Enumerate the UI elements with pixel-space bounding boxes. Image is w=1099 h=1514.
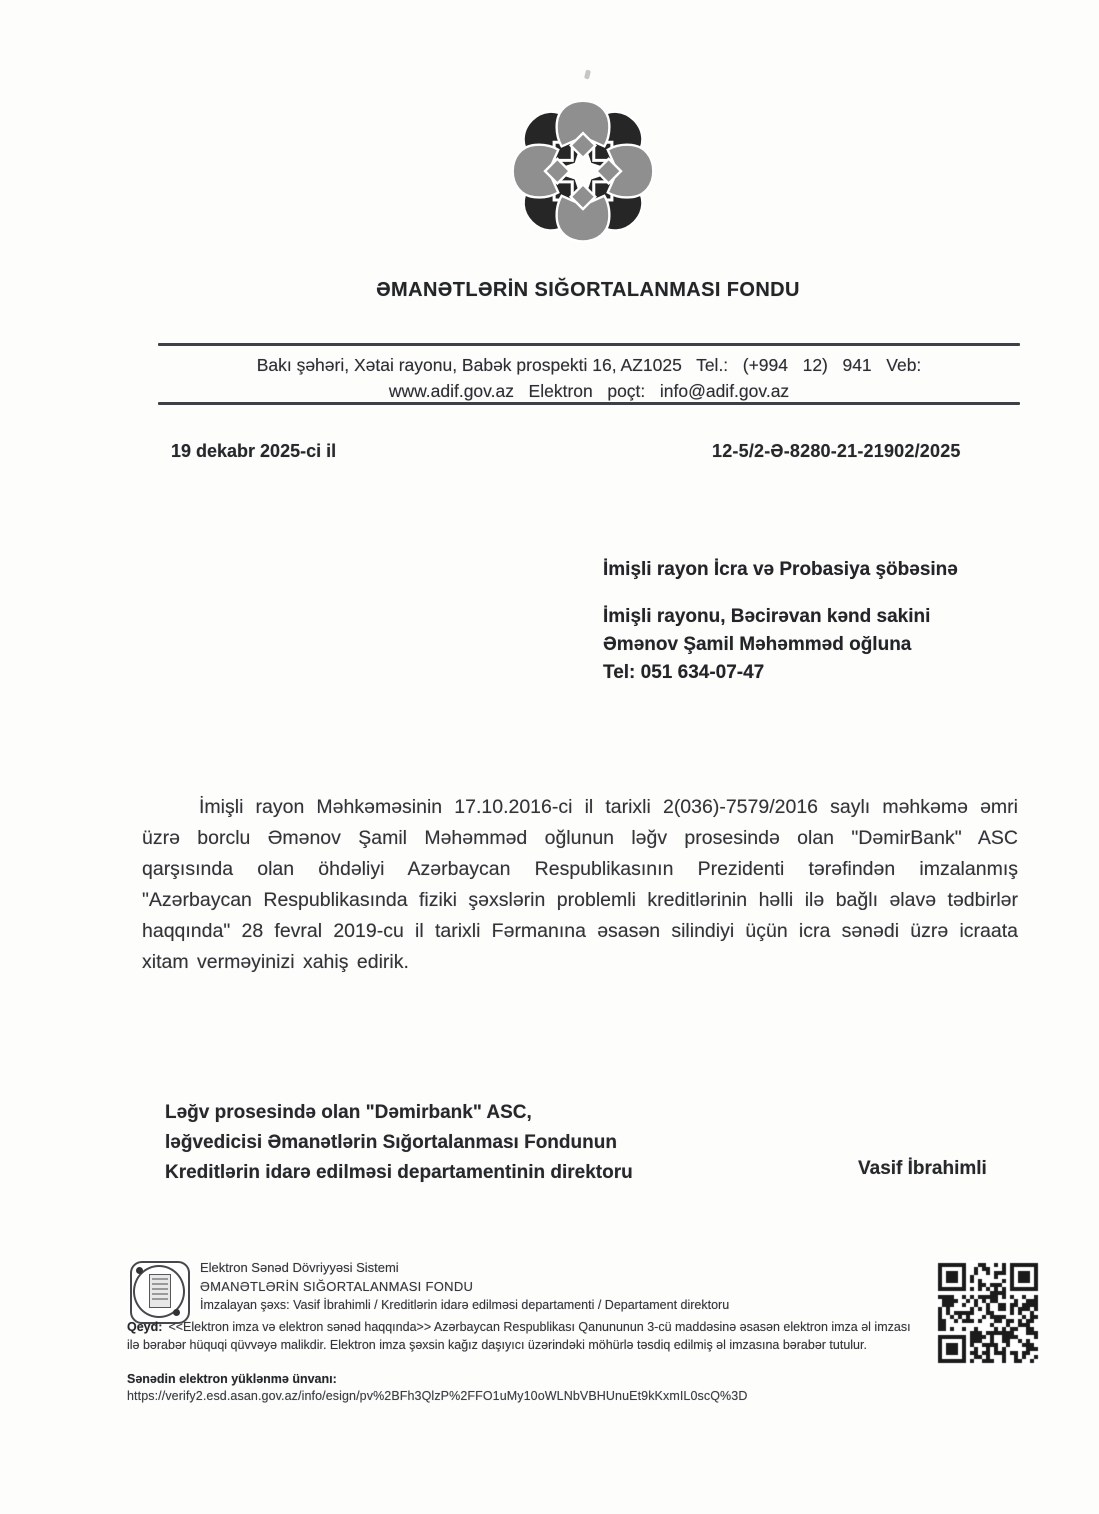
qr-code	[936, 1261, 1040, 1365]
download-url: https://verify2.esd.asan.gov.az/info/esign/pv%2BFh3QlzP%2FFO1uMy10oWLNbVBHUnuEt9kKxmIL0scQ%3D	[127, 1389, 748, 1403]
signer-name: Vasif İbrahimli	[858, 1158, 987, 1179]
recipient-office: İmişli rayon İcra və Probasiya şöbəsinə	[603, 559, 958, 580]
address-line-1: Bakı şəhəri, Xətai rayonu, Babək prospekti 16, AZ1025 Tel.: (+994 12) 941 Veb:	[256, 355, 922, 375]
signature-org-line: Ləğv prosesində olan "Dəmirbank" ASC,	[165, 1102, 532, 1123]
signature-position-line: Kreditlərin idarə edilməsi departamentinin direktoru	[165, 1162, 633, 1183]
stamp-dot-top	[136, 1267, 143, 1274]
document-date: 19 dekabr 2025-ci il	[171, 441, 337, 461]
esign-signer-line: İmzalayan şəxs: Vasif İbrahimli / Kreditlərin idarə edilməsi departamenti / Departament direktoru	[200, 1298, 730, 1312]
esign-stamp-icon	[130, 1261, 190, 1324]
organization-title: ƏMANƏTLƏRİN SIĞORTALANMASI FONDU	[376, 279, 800, 301]
stamp-document-glyph	[149, 1274, 171, 1308]
header-rule-bottom	[158, 402, 1020, 405]
document-reference-number: 12-5/2-Ə-8280-21-21902/2025	[712, 441, 961, 461]
stamp-dot-bottom	[173, 1309, 180, 1316]
legal-note	[127, 1319, 925, 1354]
letter-body-paragraph: İmişli rayon Məhkəməsinin 17.10.2016-ci il tarixli 2(036)-7579/2016 saylı məhkəmə əmri üzrə borclu Əmənov Şamil Məhəmməd oğlunun ləğv prosesində olan "DəmirBank" ASC qarşısında olan öhdəliyi Azərbaycan Respublikasının Prezidenti tərəfindən imzalanmış "Azərbaycan Respublikasında fiziki şəxslərin problemli kreditlərinin həlli ilə bağlı əlavə tədbirlər haqqında" 28 fevral 2019-cu il tarixli Fərmanına əsasən silindiyi üçün icra sənədi üzrə icraata xitam verməyinizi xahiş edirik.	[142, 796, 1018, 973]
adif-logo	[505, 97, 661, 249]
signature-title-block	[165, 1098, 785, 1188]
address-line-2: www.adif.gov.az Elektron poçt: info@adif.gov.az	[388, 381, 790, 401]
legal-note-label: Qeyd:	[127, 1320, 163, 1334]
recipient-person: Əmənov Şamil Məhəmməd oğluna	[603, 634, 912, 655]
esign-org-name: ƏMANƏTLƏRİN SIĞORTALANMASI FONDU	[200, 1279, 474, 1294]
recipient-phone: Tel: 051 634-07-47	[603, 662, 765, 683]
recipient-address: İmişli rayonu, Bəcirəvan kənd sakini	[603, 606, 931, 627]
download-address-label: Sənədin elektron yüklənmə ünvanı:	[127, 1372, 337, 1386]
scan-speck	[584, 70, 591, 80]
esign-system-name: Elektron Sənəd Dövriyyəsi Sistemi	[200, 1260, 399, 1275]
recipient-block	[603, 556, 1033, 687]
header-rule-top	[158, 343, 1020, 346]
signature-liquidator-line: ləğvedicisi Əmanətlərin Sığortalanması Fondunun	[165, 1132, 617, 1153]
legal-note-text: <<Elektron imza və elektron sənəd haqqında>> Azərbaycan Respublikası Qanununun 3-cü maddəsinə əsasən elektron imza əl imzası ilə bərabər hüquqi qüvvəyə malikdir. Elektron imza şəxsin kağız daşıyıcı üzərindəki möhürlə təsdiq edilmiş əl imzasına bərabər tutulur.	[127, 1320, 911, 1352]
